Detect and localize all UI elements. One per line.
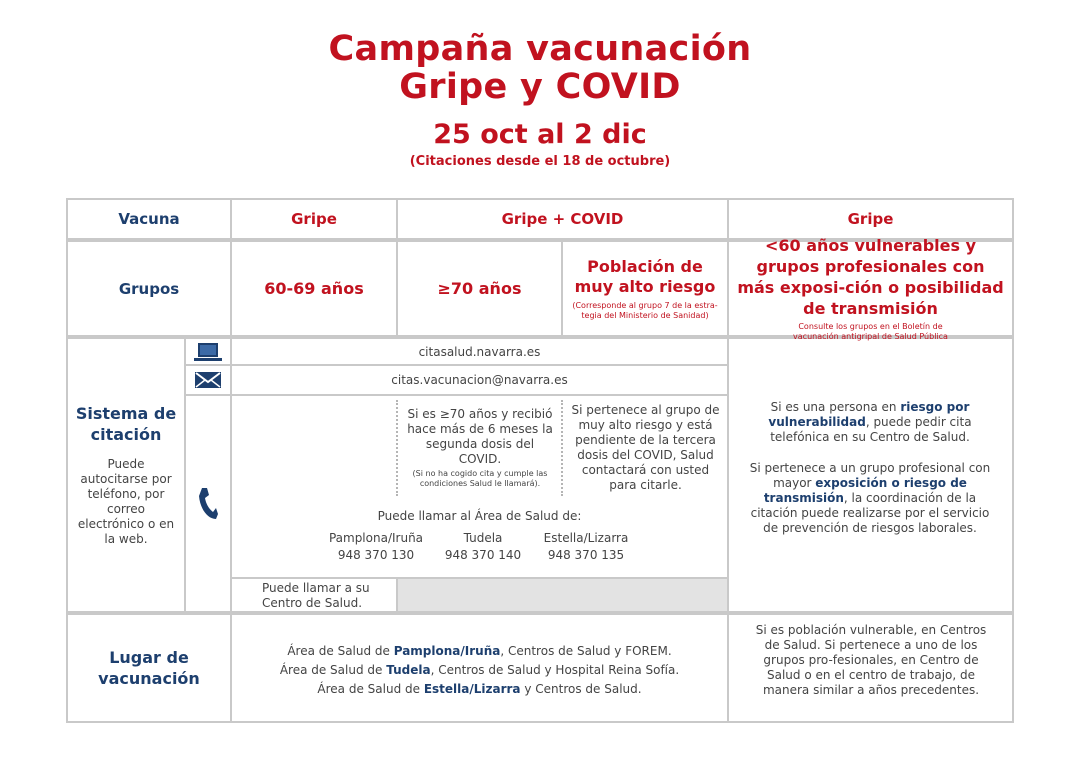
- group-muy-alto-riesgo: [563, 242, 727, 335]
- group-vulnerables-note: Consulte los grupos en el Boletín de vacunación antigripal de Salud Pública: [793, 322, 948, 341]
- group-70-plus: ≥70 años: [437, 279, 522, 298]
- table-border-bottom: [66, 721, 1014, 723]
- sistema-right-p1: [745, 400, 995, 445]
- phone-col1: [404, 407, 556, 489]
- area-name: Tudela: [463, 531, 503, 545]
- text-bold: exposición o riesgo de transmisión: [763, 476, 967, 505]
- phone-col1-note: (Si no ha cogido cita y cumple las condiciones Salud le llamará).: [412, 469, 548, 488]
- area-estella: [534, 531, 638, 563]
- citaciones-note: (Citaciones desde el 18 de octubre): [409, 154, 671, 169]
- text-span: , Centros de Salud y FOREM.: [500, 644, 672, 658]
- table-border-right: [1012, 198, 1014, 723]
- area-phone[interactable]: 948 370 135: [547, 548, 625, 562]
- col-header-gripe: Gripe: [291, 210, 337, 228]
- text-span: y Centros de Salud.: [520, 682, 642, 696]
- title-line-2: Gripe y COVID: [399, 67, 681, 107]
- envelope-icon: [186, 366, 230, 394]
- text-span: , la coordinación de la citación puede realizarse por el servicio de prevención de riesgos laborales.: [750, 491, 990, 535]
- text-span: , puede pedir cita telefónica en su Centro de Salud.: [770, 415, 972, 444]
- group-vulnerables: [729, 236, 1012, 341]
- lugar-list: [232, 642, 727, 699]
- email-link[interactable]: citas.vacunacion@navarra.es: [391, 372, 568, 387]
- text-bold: Pamplona/Iruña: [393, 644, 501, 658]
- text-bold: Estella/Lizarra: [423, 682, 521, 696]
- area-name: Estella/Lizarra: [543, 531, 629, 545]
- group-vulnerables-title: <60 años vulnerables y grupos profesionales con más exposi-ción o posibilidad de transmisión: [737, 236, 1004, 318]
- area-intro: Puede llamar al Área de Salud de:: [377, 509, 582, 523]
- area-pamplona: [320, 531, 432, 563]
- phone-col2-text: Si pertenece al grupo de muy alto riesgo y está pendiente de la tercera dosis del COVID, Salud contactará con usted para citarle.: [571, 403, 720, 492]
- web-link[interactable]: citasalud.navarra.es: [418, 344, 541, 359]
- sistema-sublabel: Puede autocitarse por teléfono, por correo electrónico o en la web.: [77, 457, 175, 546]
- area-phone[interactable]: 948 370 140: [444, 548, 522, 562]
- dotted-divider: [561, 400, 563, 496]
- group-muy-alto-riesgo-note: (Corresponde al grupo 7 de la estra-tegia del Ministerio de Sanidad): [572, 300, 718, 320]
- text-span: Área de Salud de: [287, 644, 394, 658]
- laptop-icon: [186, 340, 230, 364]
- sistema-right: [745, 400, 995, 536]
- centro-salud-call: Puede llamar a su Centro de Salud.: [262, 581, 370, 610]
- phone-col1-text: Si es ≥70 años y recibió hace más de 6 meses la segunda dosis del COVID.: [407, 407, 553, 466]
- text-bold: riesgo por vulnerabilidad: [768, 400, 970, 429]
- lugar-right: Si es población vulnerable, en Centros de Salud. Si pertenece a uno de los grupos pro-fesionales, en Centro de Salud o en el centro de trabajo, de manera similar a años precedentes.: [755, 623, 987, 697]
- lugar-line-2: [232, 661, 727, 680]
- text-span: Área de Salud de: [279, 663, 387, 677]
- dotted-divider: [396, 400, 398, 496]
- text-span: , Centros de Salud y Hospital Reina Sofía.: [430, 663, 680, 677]
- lugar-line-3: [232, 680, 727, 699]
- text-bold: Tudela: [386, 663, 431, 677]
- row-label-lugar: [68, 615, 230, 721]
- area-tudela: [436, 531, 530, 563]
- col-header-gripe-covid: Gripe + COVID: [501, 210, 624, 228]
- campaign-dates: 25 oct al 2 dic: [433, 119, 647, 150]
- row-label-grupos: Grupos: [118, 279, 180, 298]
- area-name: Pamplona/Iruña: [328, 531, 424, 545]
- header: [0, 30, 1080, 170]
- col-header-gripe-2: Gripe: [847, 210, 894, 228]
- row-label-vacuna: Vacuna: [118, 210, 180, 228]
- text-span: Si es una persona en: [770, 400, 901, 414]
- text-span: Si pertenece a un grupo profesional con mayor: [749, 461, 991, 490]
- text-span: Área de Salud de: [317, 682, 424, 696]
- row-separator: [184, 394, 728, 396]
- empty-gray-cell: [398, 579, 727, 611]
- group-muy-alto-riesgo-title: Población de muy alto riesgo: [574, 256, 716, 296]
- phone-icon: [186, 396, 230, 611]
- lugar-line-1: [232, 642, 727, 661]
- area-phone[interactable]: 948 370 130: [337, 548, 415, 562]
- sistema-title: Sistema de citación: [75, 404, 177, 444]
- row-label-sistema: [68, 339, 184, 611]
- group-60-69: 60-69 años: [264, 279, 364, 298]
- lugar-title: Lugar de vacunación: [98, 648, 200, 688]
- sistema-right-p2: [745, 461, 995, 536]
- title-line-1: Campaña vacunación: [328, 29, 752, 69]
